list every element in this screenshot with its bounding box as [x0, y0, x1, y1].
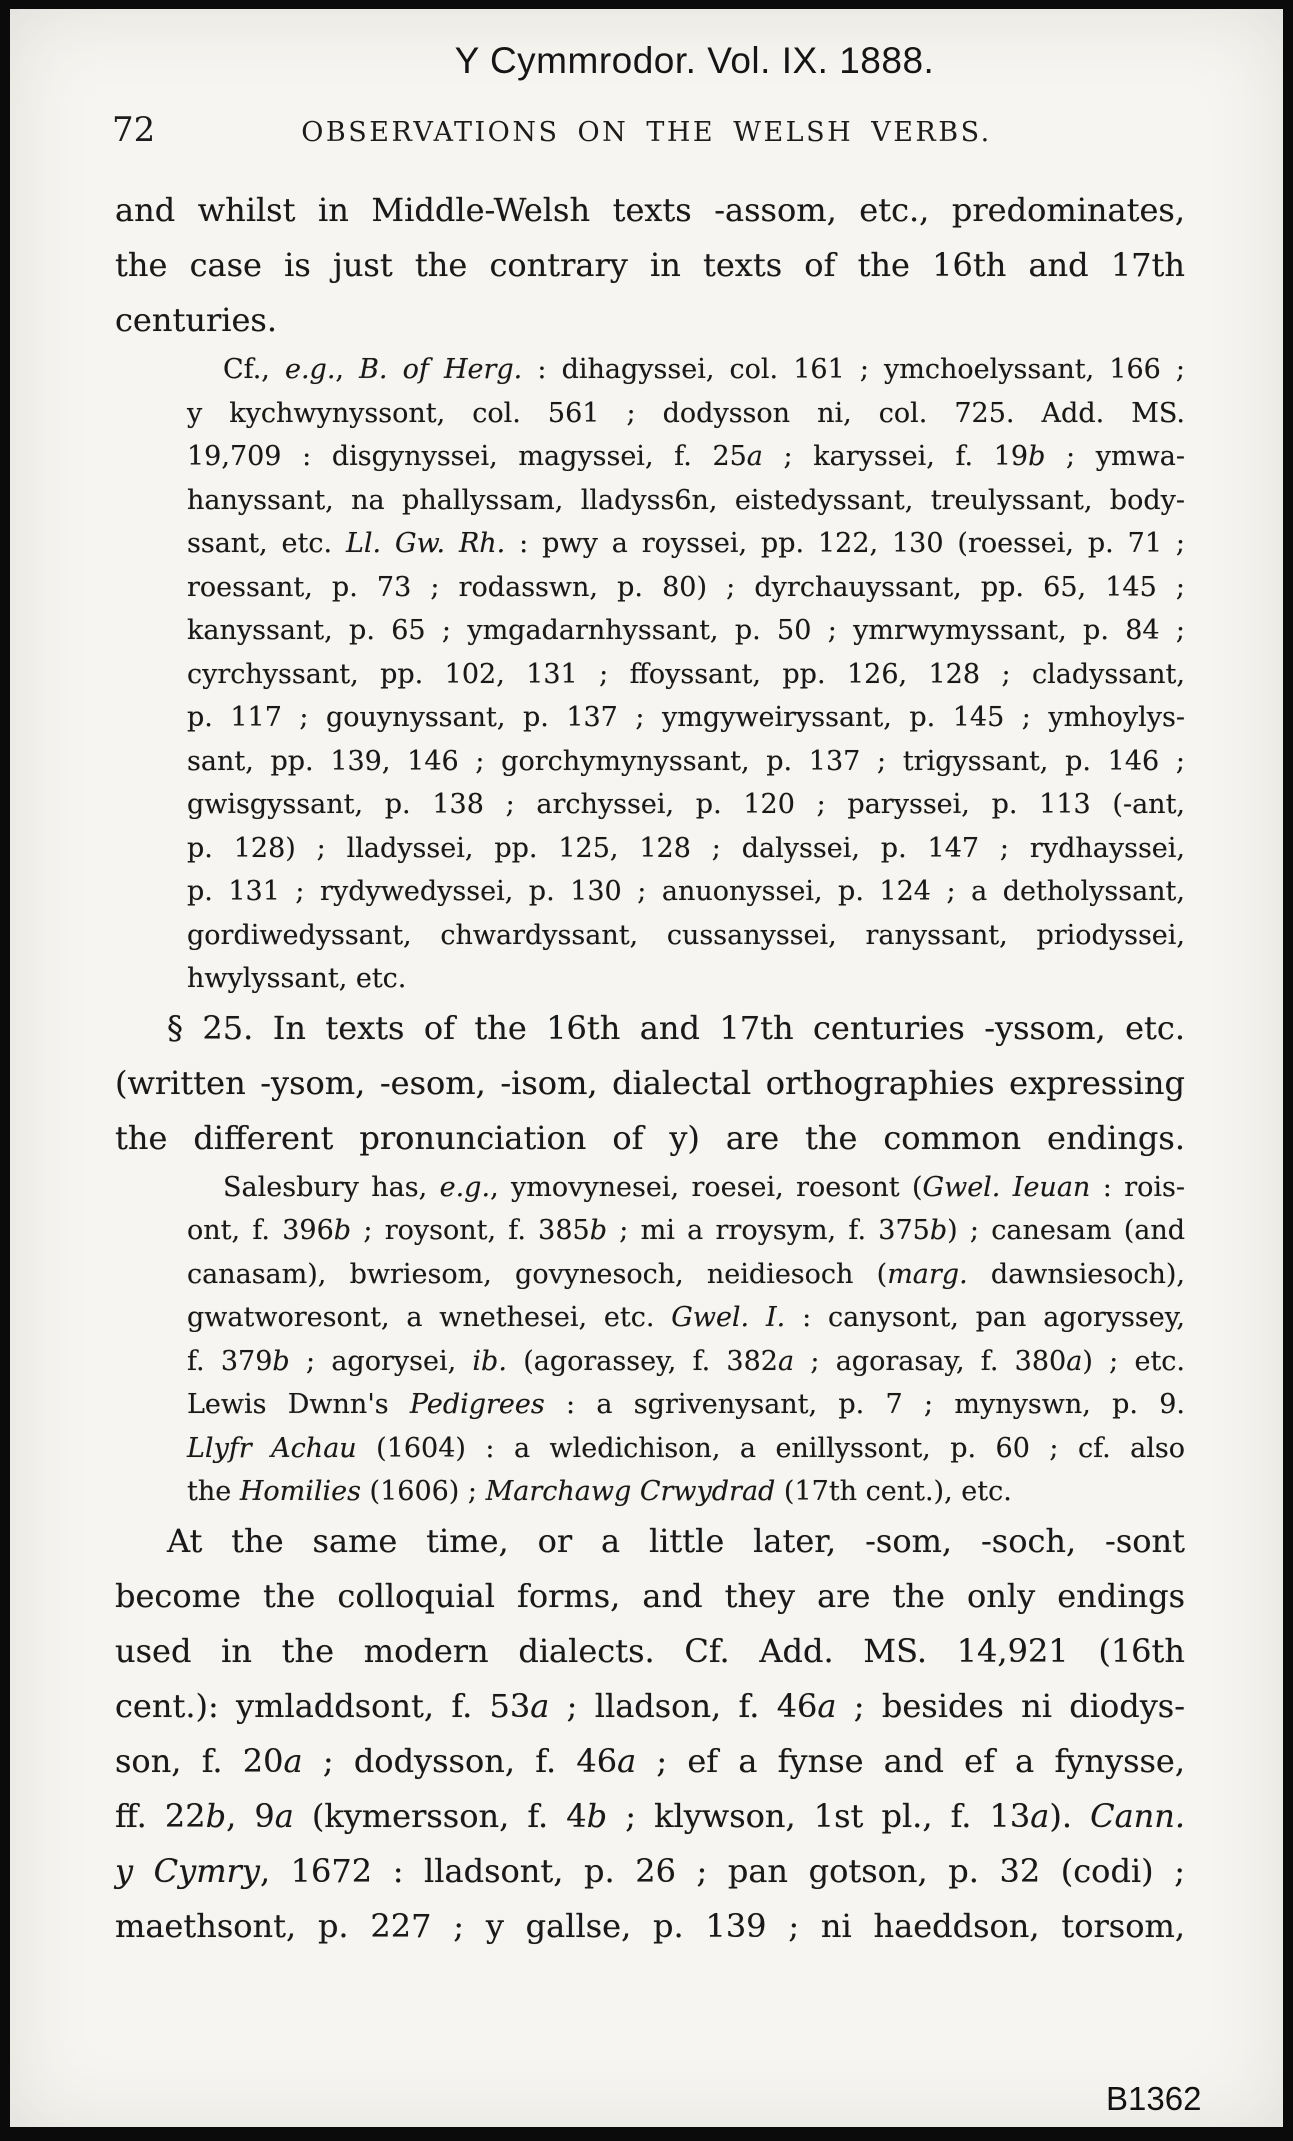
italic-text-run: b	[272, 1345, 290, 1377]
text-run: become the colloquial forms, and they are the only endings	[115, 1576, 1185, 1615]
text-line	[115, 1514, 1185, 1569]
text-run: hwylyssant, etc.	[187, 963, 407, 994]
text-line	[187, 957, 1185, 1001]
italic-text-run: b	[589, 1215, 608, 1246]
italic-text-run: b	[205, 1796, 227, 1835]
italic-text-run: b	[929, 1215, 948, 1246]
page-text	[0, 183, 1293, 1954]
text-run: ; agorasay, f. 380	[794, 1345, 1067, 1377]
italic-text-run: b	[1028, 441, 1046, 472]
text-run: p. 128) ; lladyssei, pp. 125, 128 ; dalyssei, p. 147 ; rydhayssei,	[187, 832, 1185, 864]
text-line	[187, 696, 1185, 740]
text-run: ; karyssei, f. 19	[762, 441, 1029, 472]
text-run: p. 131 ; rydywedyssei, p. 130 ; anuonyssei, p. 124 ; a detholyssant,	[187, 876, 1185, 907]
text-line	[187, 783, 1185, 827]
text-line	[187, 1296, 1185, 1340]
italic-text-run: e.g.	[439, 1171, 491, 1203]
text-run: the different pronunciation of y) are the common endings.	[115, 1118, 1185, 1157]
text-run: (agorassey, f. 382	[506, 1345, 778, 1377]
text-run: the	[187, 1476, 240, 1507]
italic-text-run: B. of Herg.	[359, 354, 523, 385]
text-run: : canysont, pan agoryssey,	[785, 1302, 1185, 1333]
text-run: At the same time, or a little later, -som, -soch, -sont	[167, 1521, 1185, 1560]
text-run: ; roysont, f. 385	[351, 1215, 590, 1246]
italic-text-run: Llyfr Achau	[187, 1432, 357, 1464]
text-run: canasam), bwriesom, govynesoch, neidiesoch (	[187, 1258, 888, 1290]
text-run: cent.): ymladdsont, f. 53	[115, 1686, 531, 1725]
text-line	[187, 1340, 1185, 1384]
italic-text-run: y Cymry	[115, 1851, 260, 1890]
italic-text-run: a	[617, 1741, 637, 1780]
paragraph-block	[187, 1166, 1185, 1514]
text-line	[115, 1111, 1185, 1166]
text-run: gwatworesont, a wnethesei, etc.	[187, 1302, 672, 1333]
text-run: : pwy a royssei, pp. 122, 130 (roessei, p. 71 ;	[505, 528, 1186, 559]
text-run: ; lladson, f. 46	[549, 1686, 818, 1725]
italic-text-run: a	[283, 1741, 303, 1780]
text-line	[187, 870, 1185, 914]
text-run: and whilst in Middle-Welsh texts -assom, etc., predominates,	[115, 191, 1185, 229]
text-line	[187, 653, 1185, 697]
italic-text-run: a	[817, 1686, 837, 1725]
text-run: ; ef a fynse and ef a fynysse,	[636, 1741, 1186, 1780]
text-line	[115, 238, 1185, 293]
text-line	[115, 1734, 1185, 1789]
text-run: maethsont, p. 227 ; y gallse, p. 139 ; ni haeddson, torsom,	[115, 1906, 1185, 1945]
text-line	[187, 1427, 1185, 1471]
text-run: : dihagyssei, col. 161 ; ymchoelyssant, 166 ;	[522, 354, 1185, 385]
text-run: ) ; etc.	[1082, 1345, 1186, 1377]
text-run: ; besides ni diodys-	[836, 1686, 1186, 1725]
text-run: (kymersson, f. 4	[293, 1796, 587, 1835]
italic-text-run: Ll. Gw. Rh.	[345, 528, 506, 559]
text-run: dawnsiesoch),	[967, 1258, 1186, 1290]
text-line	[115, 1624, 1185, 1679]
text-line	[115, 1001, 1185, 1056]
text-line	[187, 1253, 1185, 1297]
text-line	[187, 914, 1185, 958]
text-line	[187, 522, 1185, 566]
text-run: , ymovynesei, roesei, roesont (	[490, 1171, 923, 1203]
italic-text-run: b	[586, 1796, 608, 1835]
text-line	[187, 479, 1185, 523]
volume-header: Y Cymmrodor. Vol. IX. 1888.	[454, 40, 935, 81]
text-run: sant, pp. 139, 146 ; gorchymynyssant, p. 137 ; trigyssant, p. 146 ;	[187, 745, 1185, 777]
text-line	[115, 1899, 1185, 1954]
text-run: ; mi a rroysym, f. 375	[607, 1215, 930, 1246]
italic-text-run: Homilies	[239, 1476, 361, 1507]
italic-text-run: Gwel. Ieuan	[922, 1171, 1091, 1203]
text-run: kanyssant, p. 65 ; ymgadarnhyssant, p. 50 ; ymrwymyssant, p. 84 ;	[187, 615, 1185, 646]
italic-text-run: a	[530, 1686, 550, 1725]
italic-text-run: b	[333, 1215, 352, 1246]
text-line	[187, 1166, 1185, 1210]
text-line	[187, 435, 1185, 479]
text-line	[115, 293, 1185, 348]
text-line	[187, 1209, 1185, 1253]
text-run: gwisgyssant, p. 138 ; archyssei, p. 120 ; paryssei, p. 113 (-ant,	[187, 789, 1185, 820]
italic-text-run: a	[777, 1345, 795, 1377]
text-line	[187, 392, 1185, 436]
text-run: cyrchyssant, pp. 102, 131 ; ffoyssant, pp. 126, 128 ; cladyssant,	[187, 658, 1185, 690]
text-run: Salesbury has,	[223, 1171, 440, 1203]
text-line	[187, 1383, 1185, 1427]
text-line	[115, 183, 1185, 238]
text-run: ssant, etc.	[187, 528, 346, 559]
text-run: § 25. In texts of the 16th and 17th centuries -yssom, etc.	[167, 1008, 1185, 1047]
text-line	[115, 1789, 1185, 1844]
text-run: f. 379	[187, 1345, 273, 1377]
text-line	[115, 1056, 1185, 1111]
text-run: ) ; canesam (and	[947, 1215, 1185, 1246]
text-run: centuries.	[115, 301, 277, 339]
text-run: : a sgrivenysant, p. 7 ; mynyswn, p. 9.	[544, 1389, 1185, 1420]
text-run: ; agorysei,	[289, 1345, 473, 1377]
text-run: ).	[1049, 1796, 1091, 1835]
text-run: (1604) : a wledichison, a enillyssont, p. 60 ; cf. also	[356, 1432, 1185, 1464]
text-run: Lewis Dwnn's	[187, 1389, 410, 1420]
text-run: gordiwedyssant, chwardyssant, cussanyssei, ranyssant, priodyssei,	[187, 919, 1185, 951]
text-run: ; dodysson, f. 46	[302, 1741, 618, 1780]
italic-text-run: marg.	[887, 1258, 968, 1290]
italic-text-run: a	[746, 441, 763, 472]
text-line	[115, 1844, 1185, 1899]
text-line	[187, 1470, 1185, 1514]
italic-text-run: Pedigrees	[409, 1389, 545, 1420]
text-run: the case is just the contrary in texts of the 16th and 17th	[115, 246, 1185, 284]
text-run: son, f. 20	[115, 1741, 284, 1780]
text-run: p. 117 ; gouynyssant, p. 137 ; ymgyweiryssant, p. 145 ; ymhoylys-	[187, 702, 1185, 733]
paragraph-block	[115, 1514, 1185, 1954]
paragraph-block	[187, 348, 1185, 1001]
italic-text-run: Cann.	[1090, 1796, 1186, 1835]
text-run: y kychwynyssont, col. 561 ; dodysson ni, col. 725. Add. MS.	[187, 397, 1185, 429]
text-run: (17th cent.), etc.	[775, 1476, 1012, 1507]
text-run: ont, f. 396	[187, 1215, 334, 1246]
text-run: : rois-	[1090, 1171, 1185, 1203]
catalog-stamp: B1362	[1106, 2080, 1202, 2117]
text-run: ff. 22	[115, 1796, 206, 1835]
text-run: roessant, p. 73 ; rodasswn, p. 80) ; dyrchauyssant, pp. 65, 145 ;	[187, 571, 1185, 603]
text-run: (written -ysom, -esom, -isom, dialectal orthographies expressing	[115, 1063, 1185, 1102]
text-line	[187, 609, 1185, 653]
text-run: , 1672 : lladsont, p. 26 ; pan gotson, p. 32 (codi) ;	[259, 1851, 1186, 1890]
paragraph-block	[115, 1001, 1185, 1166]
text-line	[115, 1679, 1185, 1734]
text-line	[187, 348, 1185, 392]
text-run: ,	[335, 354, 360, 385]
text-run: Cf.,	[223, 354, 285, 385]
italic-text-run: a	[274, 1796, 294, 1835]
text-line	[187, 827, 1185, 871]
italic-text-run: ib.	[472, 1345, 507, 1377]
text-run: ; ymwa-	[1045, 441, 1185, 472]
italic-text-run: Gwel. I.	[671, 1302, 786, 1333]
italic-text-run: Marchawg Crwydrad	[485, 1476, 776, 1507]
text-run: used in the modern dialects. Cf. Add. MS. 14,921 (16th	[115, 1631, 1185, 1670]
text-run: 19,709 : disgynyssei, magyssei, f. 25	[187, 441, 747, 472]
text-line	[187, 566, 1185, 610]
text-run: hanyssant, na phallyssam, lladyss6n, eistedyssant, treulyssant, body-	[187, 484, 1185, 516]
text-run: (1606) ;	[360, 1476, 486, 1507]
page-number: 72	[112, 110, 156, 150]
text-line	[115, 1569, 1185, 1624]
italic-text-run: e.g.	[284, 354, 336, 385]
text-run: , 9	[226, 1796, 275, 1835]
italic-text-run: a	[1066, 1345, 1083, 1377]
text-line	[187, 740, 1185, 784]
paragraph-block	[115, 183, 1185, 348]
italic-text-run: a	[1030, 1796, 1050, 1835]
running-title: OBSERVATIONS ON THE WELSH VERBS.	[301, 117, 992, 148]
text-run: ; klywson, 1st pl., f. 13	[607, 1796, 1031, 1835]
